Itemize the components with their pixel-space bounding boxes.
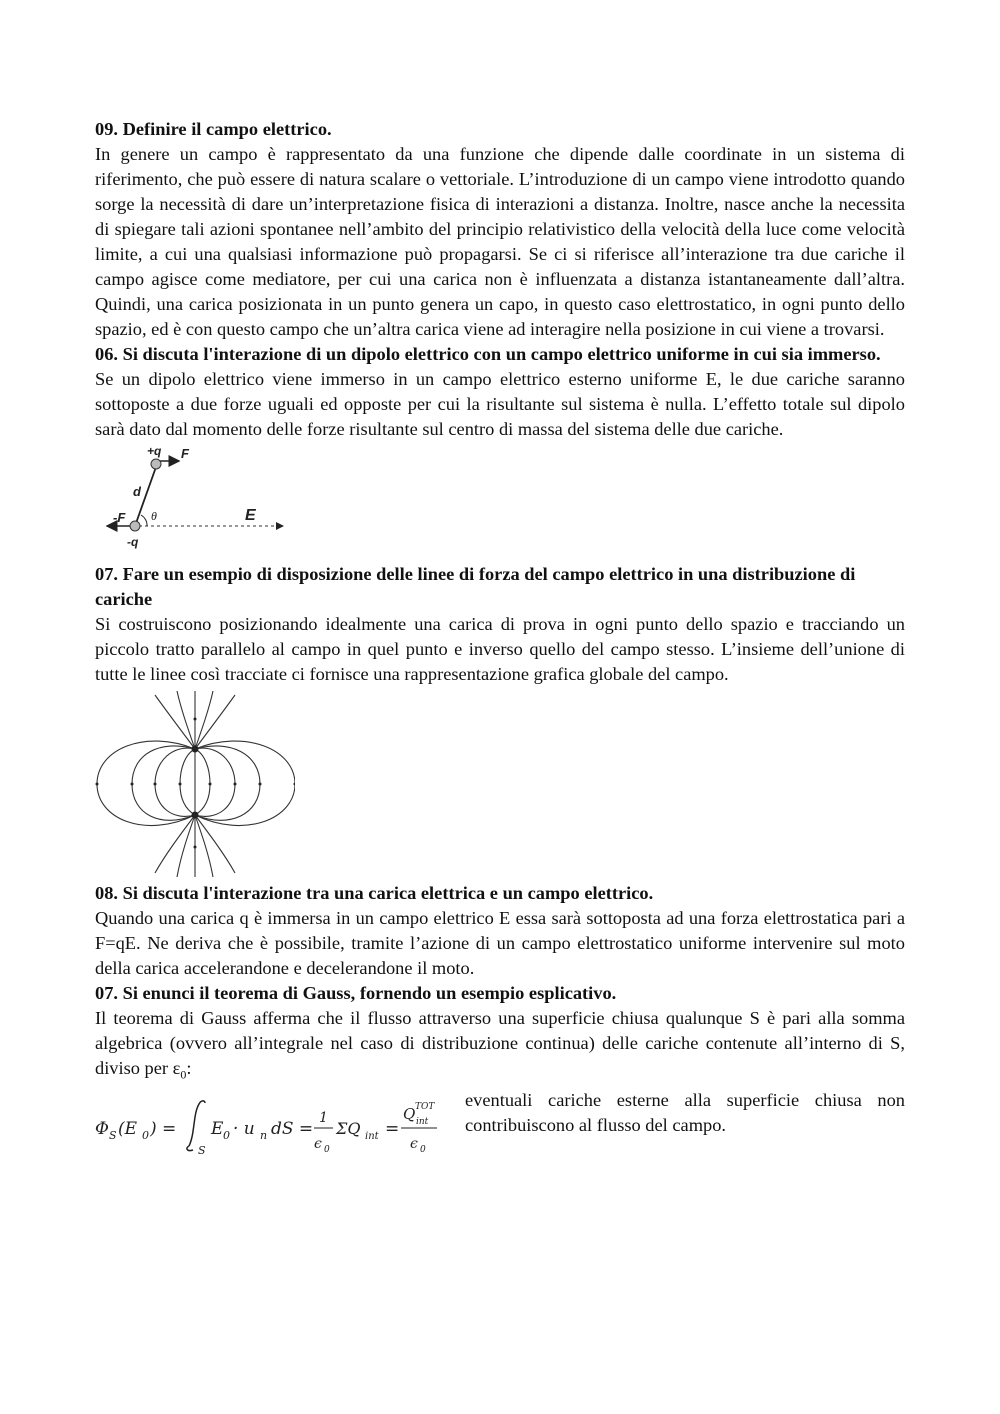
arrow-dot bbox=[259, 783, 262, 786]
field-line-right-4 bbox=[195, 749, 210, 815]
section-title-08: 08. Si discuta l'interazione tra una carica elettrica e un campo elettrico. bbox=[95, 883, 654, 903]
arrow-dot bbox=[294, 783, 296, 786]
arrow-dot bbox=[131, 783, 134, 786]
svg-text:ϵ: ϵ bbox=[314, 1135, 322, 1152]
svg-text:0: 0 bbox=[223, 1128, 230, 1142]
angle-arc bbox=[141, 515, 147, 526]
plus-charge-label: +q bbox=[147, 446, 162, 458]
arrow-dot bbox=[234, 783, 237, 786]
svg-text:S: S bbox=[198, 1143, 206, 1157]
svg-text:E: E bbox=[211, 1118, 224, 1139]
gauss-row bbox=[95, 1088, 905, 1166]
field-label: E bbox=[245, 507, 256, 524]
arrow-dot bbox=[96, 783, 99, 786]
field-lines-diagram bbox=[95, 689, 295, 879]
svg-text:int: int bbox=[416, 1116, 429, 1127]
field-line-top-2 bbox=[177, 691, 195, 749]
arrow-dot bbox=[194, 846, 197, 849]
field-line-left-3 bbox=[155, 748, 195, 816]
charge-bottom bbox=[192, 812, 199, 819]
svg-text:S: S bbox=[109, 1128, 117, 1142]
section-title-07b: 07. Si enunci il teorema di Gauss, fornendo un esempio esplicativo. bbox=[95, 983, 617, 1003]
svg-text:ϵ: ϵ bbox=[410, 1135, 418, 1152]
section-title-06: 06. Si discuta l'interazione di un dipolo elettrico con un campo elettrico uniforme in cui sia immerso. bbox=[95, 344, 881, 364]
gauss-side-text: eventuali cariche esterne alla superficie chiusa non contribuiscono al flusso del campo. bbox=[465, 1089, 905, 1135]
svg-text:Q: Q bbox=[403, 1104, 416, 1123]
arrow-dot bbox=[179, 783, 182, 786]
force-minus-label: -F bbox=[113, 510, 126, 525]
dipole-diagram bbox=[95, 446, 295, 556]
minus-charge-label: -q bbox=[127, 535, 139, 549]
field-line-bottom-3 bbox=[195, 815, 213, 877]
field-line-bottom-5 bbox=[195, 815, 235, 873]
svg-text:0: 0 bbox=[324, 1144, 330, 1155]
arrow-dot bbox=[209, 783, 212, 786]
svg-text:0: 0 bbox=[142, 1128, 149, 1142]
svg-text:· u: · u bbox=[233, 1118, 255, 1139]
svg-text:int: int bbox=[365, 1130, 379, 1142]
minus-charge bbox=[130, 521, 140, 531]
arrow-dot bbox=[194, 718, 197, 721]
field-line-top-3 bbox=[195, 691, 213, 749]
plus-charge bbox=[151, 459, 161, 469]
charge-top bbox=[192, 746, 199, 753]
field-line-right-2 bbox=[195, 746, 260, 820]
section-body-09: In genere un campo è rappresentato da una funzione che dipende dalle coordinate in un sistema di riferimento, che può essere di natura scalare o vettoriale. L’introduzione di un campo viene introdotto quando sorge la necessità di dare un’interpretazione fisica di interazioni a distanza. Inoltre, nasce anche la necessita di spiegare tali azioni spontanee nell’ambito del principio relativistico della velocità della luce come velocità limite, a cui una qualsiasi informazione può propagarsi. Se ci si riferisce all’interazione tra due cariche il campo agisce come mediatore, per cui una carica non è influenzata a distanza istantaneamente dall’altra. Quindi, una carica posizionata in un punto genera un capo, in questo caso elettrostatico, in ogni punto dello spazio, ed è con questo campo che un’altra carica viene ad interagire nella posizione in cui viene a trovarsi. bbox=[95, 144, 905, 339]
svg-text:TOT: TOT bbox=[415, 1101, 435, 1112]
svg-text:ΣQ: ΣQ bbox=[336, 1118, 361, 1138]
svg-text:(E: (E bbox=[118, 1118, 138, 1139]
svg-text:dS =: dS = bbox=[271, 1118, 314, 1139]
section-body-07a: Si costruiscono posizionando idealmente una carica di prova in ogni punto dello spazio e tracciando un piccolo tratto parallelo al campo in quel punto e inverso quello del campo stesso. L’insieme dell’unione di tutte le linee così tracciate ci fornisce una rappresentazione grafica globale del campo. bbox=[95, 614, 905, 684]
field-line-left-2 bbox=[132, 746, 195, 820]
gauss-formula bbox=[95, 1094, 445, 1158]
section-body-08: Quando una carica q è immersa in un campo elettrico E essa sarà sottoposta ad una forza elettrostatica pari a F=qE. Ne deriva che è possibile, tramite l’azione di un campo elettrostatico uniforme intervenire sul moto della carica accelerandone e decelerandone il moto. bbox=[95, 908, 905, 978]
field-line-bottom-2 bbox=[177, 815, 195, 877]
angle-label: θ bbox=[151, 509, 157, 523]
field-line-left-4 bbox=[180, 749, 195, 815]
svg-text:Φ: Φ bbox=[95, 1118, 109, 1139]
section-title-09: 09. Definire il campo elettrico. bbox=[95, 119, 332, 139]
document-page bbox=[95, 117, 905, 1166]
svg-text:1: 1 bbox=[319, 1109, 328, 1126]
svg-text:=: = bbox=[385, 1118, 400, 1139]
distance-label: d bbox=[133, 484, 141, 499]
field-line-right-3 bbox=[195, 748, 235, 816]
svg-text:) =: ) = bbox=[150, 1118, 177, 1139]
field-line-bottom-4 bbox=[155, 815, 195, 873]
svg-text:0: 0 bbox=[420, 1144, 426, 1155]
arrow-dot bbox=[154, 783, 157, 786]
force-plus-label: F bbox=[181, 446, 189, 461]
section-body-06: Se un dipolo elettrico viene immerso in un campo elettrico esterno uniforme E, le due cariche saranno sottoposte a due forze uguali ed opposte per cui la risultante sul sistema è nulla. L’effetto totale sul dipolo sarà dato dal momento delle forze risultante sul centro di massa del sistema delle due cariche. bbox=[95, 369, 905, 439]
section-body-07b: Il teorema di Gauss afferma che il flusso attraverso una superficie chiusa qualunque S è pari alla somma algebrica (ovvero all’integrale nel caso di distribuzione continua) delle cariche contenute all’interno di S, diviso per $\varepsilon_0$: bbox=[95, 1008, 905, 1082]
svg-text:n: n bbox=[260, 1128, 268, 1142]
section-title-07a: 07. Fare un esempio di disposizione delle linee di forza del campo elettrico in una distribuzione di cariche bbox=[95, 564, 856, 609]
